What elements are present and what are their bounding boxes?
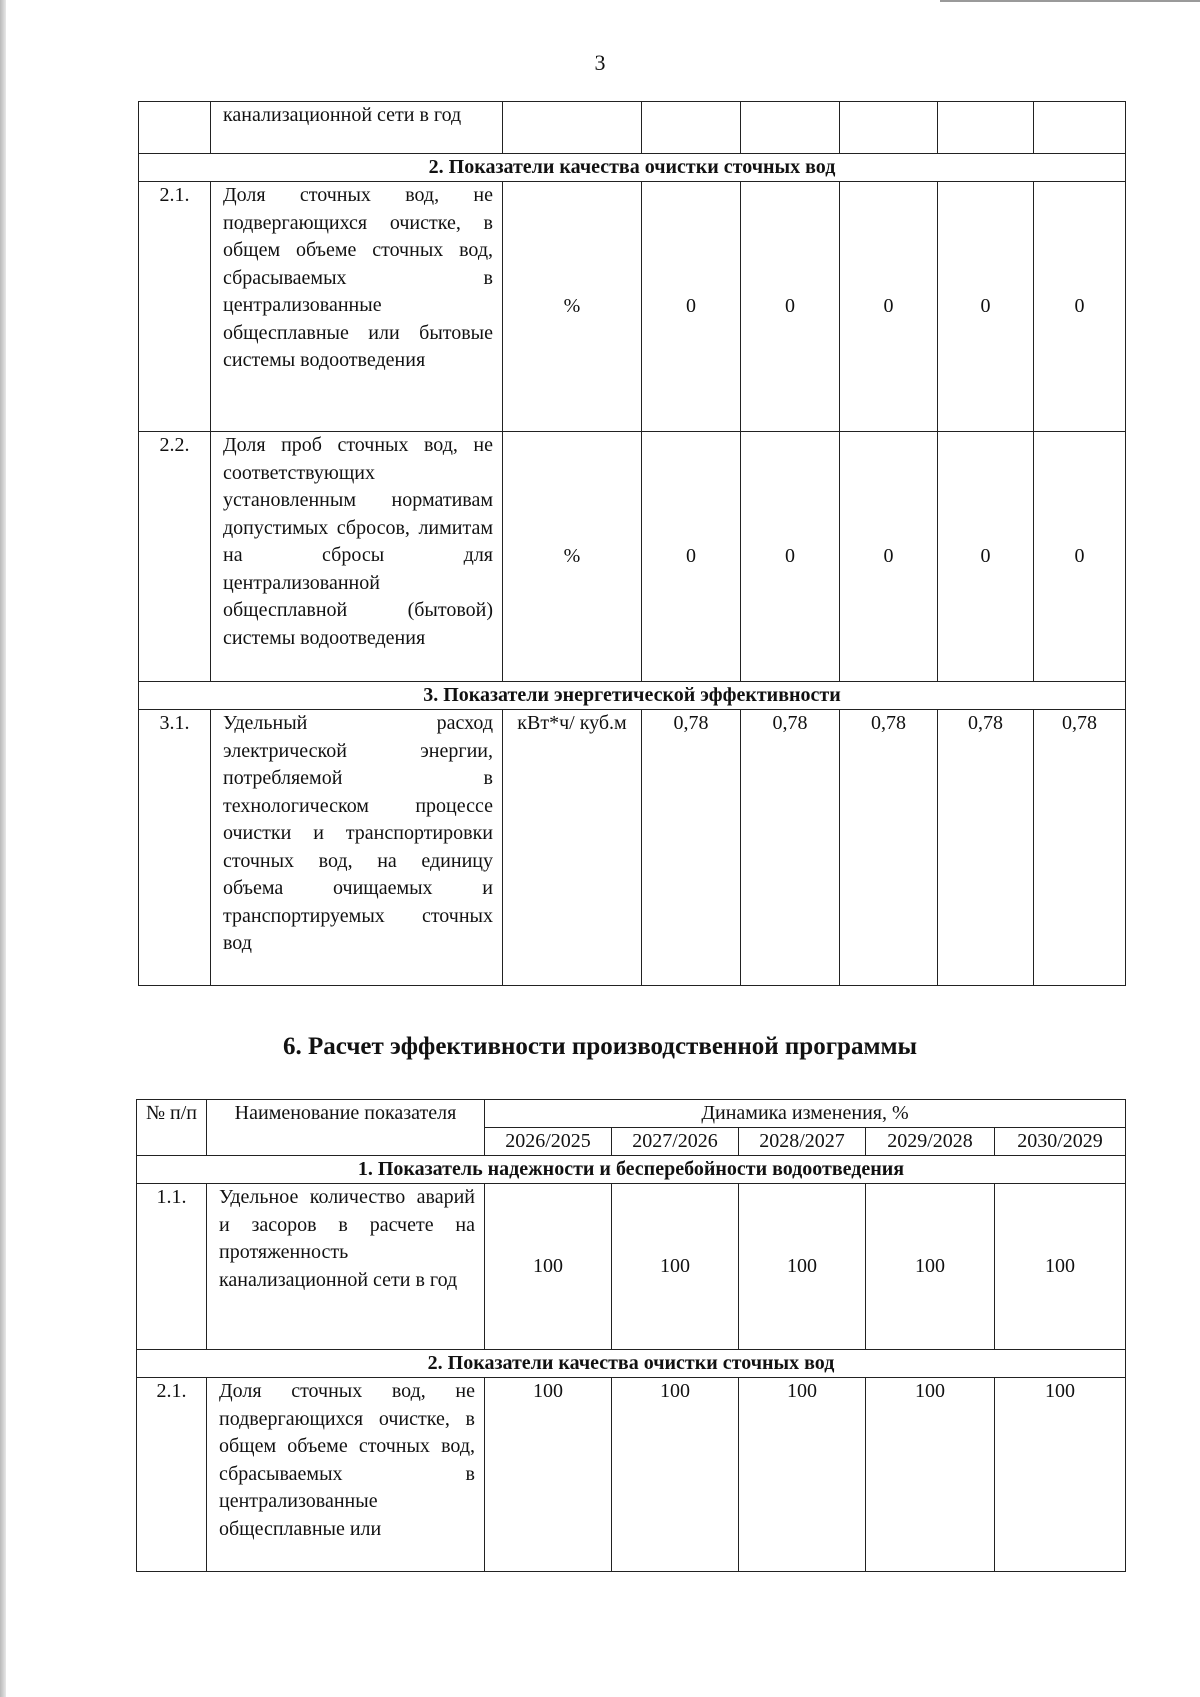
section-row xyxy=(139,682,1126,710)
value-cell: 0 xyxy=(741,432,840,682)
value-cell xyxy=(1034,102,1126,154)
value-cell: 0 xyxy=(1034,432,1126,682)
value-cell: 0,78 xyxy=(938,710,1034,986)
efficiency-table xyxy=(136,1099,1126,1572)
indicator-name: Удельное количество аварий и засоров в расчете на протяженность канализационной сети в год xyxy=(207,1184,485,1350)
value-cell: 0 xyxy=(938,432,1034,682)
section-row xyxy=(137,1350,1126,1378)
indicator-name: канализационной сети в год xyxy=(211,102,503,154)
value-cell: 100 xyxy=(866,1184,995,1350)
value-cell: 100 xyxy=(739,1378,866,1572)
section-title: 2. Показатели качества очистки сточных вод xyxy=(137,1350,1126,1378)
table-row xyxy=(139,432,1126,682)
indicators-table xyxy=(138,101,1126,986)
unit-cell: кВт*ч/ куб.м xyxy=(503,710,642,986)
value-cell: 100 xyxy=(866,1378,995,1572)
value-cell: 0 xyxy=(642,182,741,432)
indicator-name: Доля сточных вод, не подвергающихся очистке, в общем объеме сточных вод, сбрасываемых в централизованные общесплавные или бытовые системы водоотведения xyxy=(211,182,503,432)
value-cell: 100 xyxy=(612,1378,739,1572)
value-cell xyxy=(938,102,1034,154)
value-cell xyxy=(840,102,938,154)
section-row xyxy=(137,1156,1126,1184)
value-cell: 100 xyxy=(485,1378,612,1572)
value-cell: 100 xyxy=(995,1184,1126,1350)
table-row xyxy=(139,102,1126,154)
value-cell: 100 xyxy=(995,1378,1126,1572)
value-cell: 0,78 xyxy=(642,710,741,986)
column-header-dynamics: Динамика изменения, % xyxy=(485,1100,1126,1128)
value-cell: 0,78 xyxy=(1034,710,1126,986)
value-cell: 0 xyxy=(642,432,741,682)
row-number: 2.2. xyxy=(139,432,211,682)
value-cell: 0 xyxy=(840,432,938,682)
value-cell: 100 xyxy=(739,1184,866,1350)
value-cell: 0 xyxy=(741,182,840,432)
unit-cell: % xyxy=(503,182,642,432)
column-header-period: 2029/2028 xyxy=(866,1128,995,1156)
table-row xyxy=(139,710,1126,986)
column-header-name: Наименование показателя xyxy=(207,1100,485,1156)
value-cell xyxy=(741,102,840,154)
value-cell: 0,78 xyxy=(741,710,840,986)
indicator-name: Удельный расход электрической энергии, потребляемой в технологическом процессе очистки и транспортировки сточных вод, на единицу объема очищаемых и транспортируемых сточных вод xyxy=(211,710,503,986)
scan-shadow-top xyxy=(940,0,1200,2)
indicator-name: Доля проб сточных вод, не соответствующих установленным нормативам допустимых сбросов, лимитам на сбросы для централизованной общесплавной (бытовой) системы водоотведения xyxy=(211,432,503,682)
section-title: 3. Показатели энергетической эффективности xyxy=(139,682,1126,710)
row-number xyxy=(139,102,211,154)
table-row xyxy=(137,1378,1126,1572)
section-heading: 6. Расчет эффективности производственной программы xyxy=(282,1033,918,1060)
scan-shadow-left xyxy=(0,0,6,1697)
value-cell: 100 xyxy=(612,1184,739,1350)
column-header-period: 2027/2026 xyxy=(612,1128,739,1156)
column-header-period: 2026/2025 xyxy=(485,1128,612,1156)
section-title: 2. Показатели качества очистки сточных вод xyxy=(139,154,1126,182)
unit-cell xyxy=(503,102,642,154)
section-title: 1. Показатель надежности и бесперебойности водоотведения xyxy=(137,1156,1126,1184)
value-cell: 0,78 xyxy=(840,710,938,986)
header-row xyxy=(137,1100,1126,1128)
table-row xyxy=(139,182,1126,432)
row-number: 3.1. xyxy=(139,710,211,986)
value-cell xyxy=(642,102,741,154)
column-header-period: 2028/2027 xyxy=(739,1128,866,1156)
value-cell: 100 xyxy=(485,1184,612,1350)
table-row xyxy=(137,1184,1126,1350)
row-number: 2.1. xyxy=(139,182,211,432)
value-cell: 0 xyxy=(1034,182,1126,432)
indicator-name: Доля сточных вод, не подвергающихся очистке, в общем объеме сточных вод, сбрасываемых в централизованные общесплавные или xyxy=(207,1378,485,1572)
value-cell: 0 xyxy=(840,182,938,432)
value-cell: 0 xyxy=(938,182,1034,432)
row-number: 2.1. xyxy=(137,1378,207,1572)
section-row xyxy=(139,154,1126,182)
row-number: 1.1. xyxy=(137,1184,207,1350)
column-header-period: 2030/2029 xyxy=(995,1128,1126,1156)
unit-cell: % xyxy=(503,432,642,682)
column-header-number: № п/п xyxy=(137,1100,207,1156)
page-number: 3 xyxy=(594,50,606,75)
